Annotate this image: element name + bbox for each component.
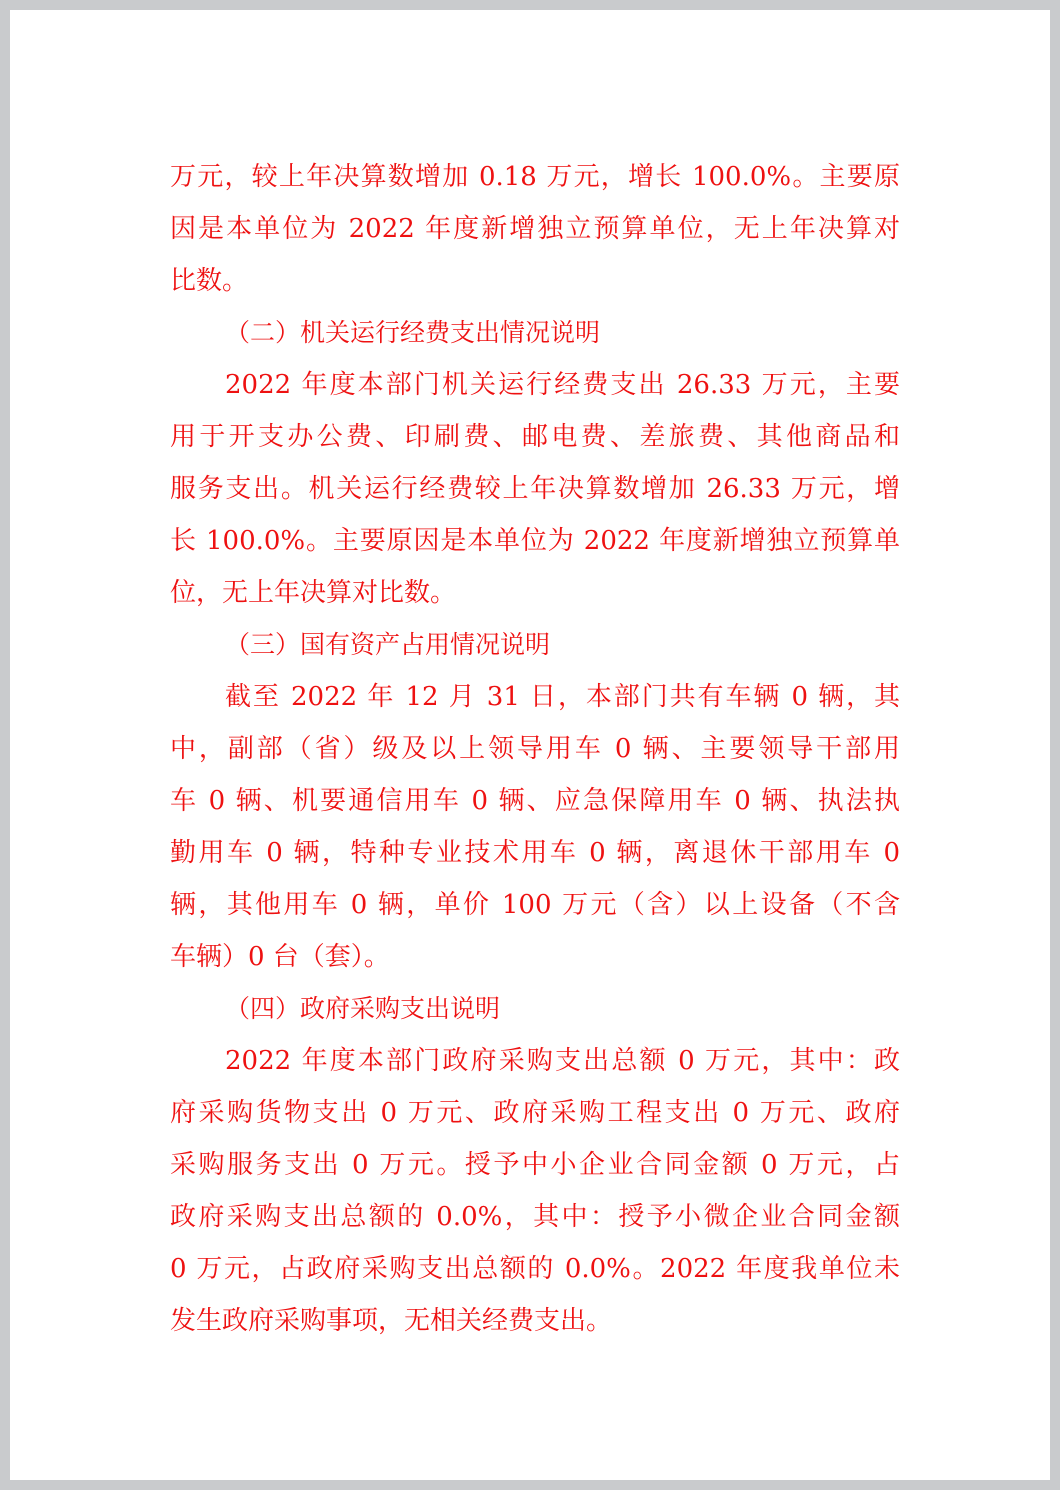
paragraph-line: 车 0 辆、机要通信用车 0 辆、应急保障用车 0 辆、执法执 (170, 786, 900, 816)
paragraph-line: 勤用车 0 辆，特种专业技术用车 0 辆，离退休干部用车 0 (170, 838, 900, 868)
section-heading-3: （三）国有资产占用情况说明 (225, 630, 551, 659)
paragraph-line: 府采购货物支出 0 万元、政府采购工程支出 0 万元、政府 (170, 1098, 900, 1128)
paragraph-line: 0 万元，占政府采购支出总额的 0.0%。2022 年度我单位未 (170, 1254, 900, 1284)
paragraph-line: 位，无上年决算对比数。 (170, 578, 457, 608)
paragraph-line: 中，副部（省）级及以上领导用车 0 辆、主要领导干部用 (170, 734, 900, 764)
paragraph-line: 服务支出。机关运行经费较上年决算数增加 26.33 万元，增 (170, 474, 900, 504)
section-heading-2: （二）机关运行经费支出情况说明 (225, 318, 601, 347)
paragraph-line: 比数。 (170, 266, 249, 296)
paragraph-line: 车辆）0 台（套）。 (170, 942, 390, 972)
paragraph-line: 政府采购支出总额的 0.0%，其中：授予小微企业合同金额 (170, 1202, 900, 1232)
paragraph-line: 因是本单位为 2022 年度新增独立预算单位，无上年决算对 (170, 214, 900, 244)
paragraph-line: 万元，较上年决算数增加 0.18 万元，增长 100.0%。主要原 (170, 162, 900, 192)
paragraph-line: 采购服务支出 0 万元。授予中小企业合同金额 0 万元，占 (170, 1150, 900, 1180)
section-heading-4: （四）政府采购支出说明 (225, 994, 501, 1023)
paragraph-line: 发生政府采购事项，无相关经费支出。 (170, 1306, 613, 1336)
paragraph-line: 2022 年度本部门机关运行经费支出 26.33 万元，主要 (225, 370, 900, 400)
paragraph-line: 辆，其他用车 0 辆，单价 100 万元（含）以上设备（不含 (170, 890, 900, 920)
paragraph-line: 用于开支办公费、印刷费、邮电费、差旅费、其他商品和 (170, 422, 900, 452)
document-page (10, 10, 1050, 1480)
paragraph-line: 长 100.0%。主要原因是本单位为 2022 年度新增独立预算单 (170, 526, 900, 556)
paragraph-line: 截至 2022 年 12 月 31 日，本部门共有车辆 0 辆，其 (225, 682, 900, 712)
paragraph-line: 2022 年度本部门政府采购支出总额 0 万元，其中：政 (225, 1046, 900, 1076)
